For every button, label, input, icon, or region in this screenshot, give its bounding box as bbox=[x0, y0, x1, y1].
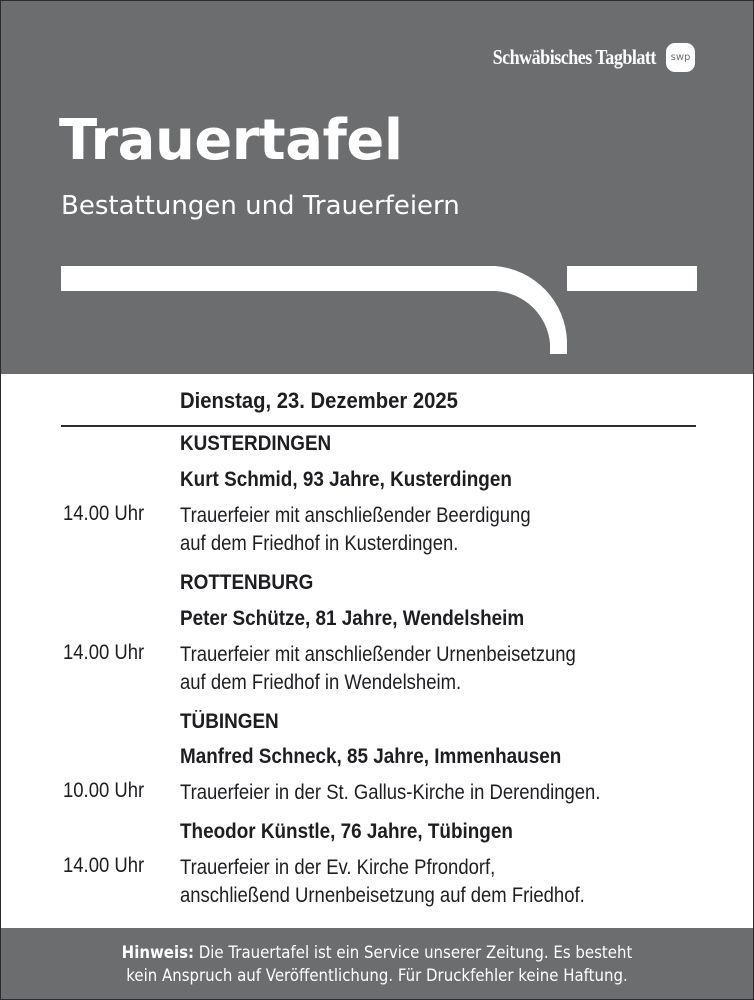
city-name: TÜBINGEN bbox=[180, 710, 279, 733]
city-name: KUSTERDINGEN bbox=[180, 432, 332, 455]
page-subtitle: Bestattungen und Trauerfeiern bbox=[61, 191, 460, 221]
date-divider bbox=[61, 425, 696, 427]
disclaimer-label: Hinweis: bbox=[121, 943, 194, 963]
swp-logo-icon: swp bbox=[666, 43, 695, 72]
ceremony-time: 14.00 Uhr bbox=[63, 502, 145, 525]
disclaimer-footer bbox=[1, 928, 753, 999]
page-title: Trauertafel bbox=[59, 108, 403, 173]
ceremony-time: 10.00 Uhr bbox=[63, 779, 145, 802]
brand-name: Schwäbisches Tagblatt bbox=[492, 45, 656, 69]
ceremony-description: Trauerfeier in der Ev. Kirche Pfrondorf, anschließend Urnenbeisetzung auf dem Friedhof. bbox=[180, 856, 585, 907]
person-name: Manfred Schneck, 85 Jahre, Immenhausen bbox=[180, 745, 562, 768]
person-name: Kurt Schmid, 93 Jahre, Kusterdingen bbox=[180, 468, 512, 491]
person-name: Theodor Künstle, 76 Jahre, Tübingen bbox=[180, 820, 513, 843]
ceremony-description: Trauerfeier mit anschließender Beerdigung auf dem Friedhof in Kusterdingen. bbox=[180, 504, 531, 555]
ceremony-description: Trauerfeier in der St. Gallus-Kirche in Derendingen. bbox=[180, 781, 601, 804]
ceremony-time: 14.00 Uhr bbox=[63, 854, 145, 877]
decorative-curve-icon bbox=[1, 1, 753, 374]
person-name: Peter Schütze, 81 Jahre, Wendelsheim bbox=[180, 607, 525, 630]
header-banner bbox=[1, 1, 753, 374]
ceremony-description: Trauerfeier mit anschließender Urnenbeisetzung auf dem Friedhof in Wendelsheim. bbox=[180, 643, 576, 694]
city-name: ROTTENBURG bbox=[180, 571, 314, 594]
listing-date: Dienstag, 23. Dezember 2025 bbox=[180, 388, 458, 413]
disclaimer-text: Hinweis: Die Trauertafel ist ein Service unserer Zeitung. Es besteht kein Anspruch auf Veröffentlichung. Für Druckfehler keine Haftung. bbox=[121, 943, 633, 986]
ceremony-time: 14.00 Uhr bbox=[63, 641, 145, 664]
